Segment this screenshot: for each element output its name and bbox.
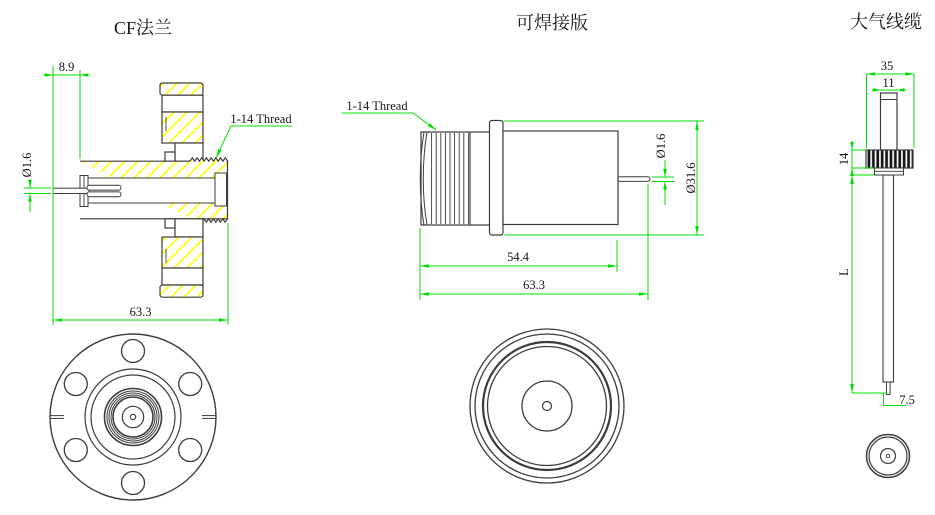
air-cable-view xyxy=(837,12,922,478)
weldable-view xyxy=(342,13,704,483)
flange-top-cap xyxy=(160,83,203,95)
front-outer-circle xyxy=(470,329,624,483)
center-pin xyxy=(618,177,650,182)
cable-front-inner-circle xyxy=(881,449,896,464)
front-center-pin xyxy=(130,414,135,419)
cf-flange-front-view xyxy=(50,334,216,500)
dim-flange-diameter: Ø31.6 xyxy=(684,162,698,194)
flange-bottom-tab xyxy=(165,219,175,228)
knurled-nut xyxy=(866,150,913,168)
flange-outer-circle xyxy=(50,334,216,500)
cable xyxy=(883,175,894,382)
dim-body-length: 54.4 xyxy=(507,250,529,264)
dim-thread-label: 1-14 Thread xyxy=(346,99,408,113)
weldable-title: 可焊接版 xyxy=(516,13,588,33)
air-cable-front-view xyxy=(867,435,910,478)
air-cable-title: 大气线缆 xyxy=(850,12,922,32)
flange-bottom-section xyxy=(162,237,203,268)
air-cable-dimensions xyxy=(837,59,915,407)
front-circle-4 xyxy=(488,347,607,466)
socket-finger-top xyxy=(87,185,121,190)
dim-total-length: 63.3 xyxy=(523,278,545,292)
flange-top-step xyxy=(175,143,203,161)
flange-ring-inner xyxy=(91,375,175,459)
dim-rod-diameter: 11 xyxy=(882,76,895,90)
body-end-insulator xyxy=(215,173,227,206)
flange-bottom-step xyxy=(175,219,203,237)
flange-bottom-cap xyxy=(160,285,203,297)
flange-bottom-collar xyxy=(162,268,203,285)
weld-flange-disc xyxy=(490,121,504,236)
weldable-front-view xyxy=(470,329,624,483)
center-pin xyxy=(53,188,89,193)
front-insulator-circle xyxy=(522,381,572,431)
front-thread-circles xyxy=(105,389,162,446)
flange-top-collar xyxy=(162,95,203,112)
flange-ring-outer xyxy=(85,369,181,465)
socket-finger-bottom xyxy=(87,192,121,197)
cable-front-center-pin xyxy=(886,454,890,458)
weldable-side-view xyxy=(420,121,650,236)
flange-top-section xyxy=(162,112,203,143)
cable-front-circle-2 xyxy=(869,437,907,475)
dim-cable-length: L xyxy=(837,268,851,276)
dim-thread-label: 1-14 Thread xyxy=(230,112,292,126)
cf-flange-view xyxy=(20,18,292,500)
dim-pin-diameter: Ø1.6 xyxy=(20,152,34,178)
cable-end-pin xyxy=(887,382,891,395)
dim-tip-length: 7.5 xyxy=(899,393,915,407)
dim-nut-width: 35 xyxy=(880,59,894,73)
flange-side-notches xyxy=(50,416,216,419)
air-cable-side-view xyxy=(866,93,913,395)
cable-front-outer-circle xyxy=(867,435,910,478)
dim-nut-height: 14 xyxy=(837,152,851,166)
connector-rod xyxy=(881,93,898,150)
front-center-pin xyxy=(543,402,552,411)
cf-flange-title: CF法兰 xyxy=(113,18,173,38)
dim-total-length: 63.3 xyxy=(129,305,152,319)
cylinder-body xyxy=(503,131,618,225)
dim-pin-diameter: Ø1.6 xyxy=(654,133,668,159)
cf-flange-side-view xyxy=(53,83,228,297)
front-circle-3 xyxy=(483,342,611,470)
front-circle-2 xyxy=(475,334,619,478)
flange-top-tab xyxy=(165,152,175,161)
dim-pin-protrusion: 8.9 xyxy=(58,60,75,74)
front-center-bore xyxy=(122,406,143,427)
